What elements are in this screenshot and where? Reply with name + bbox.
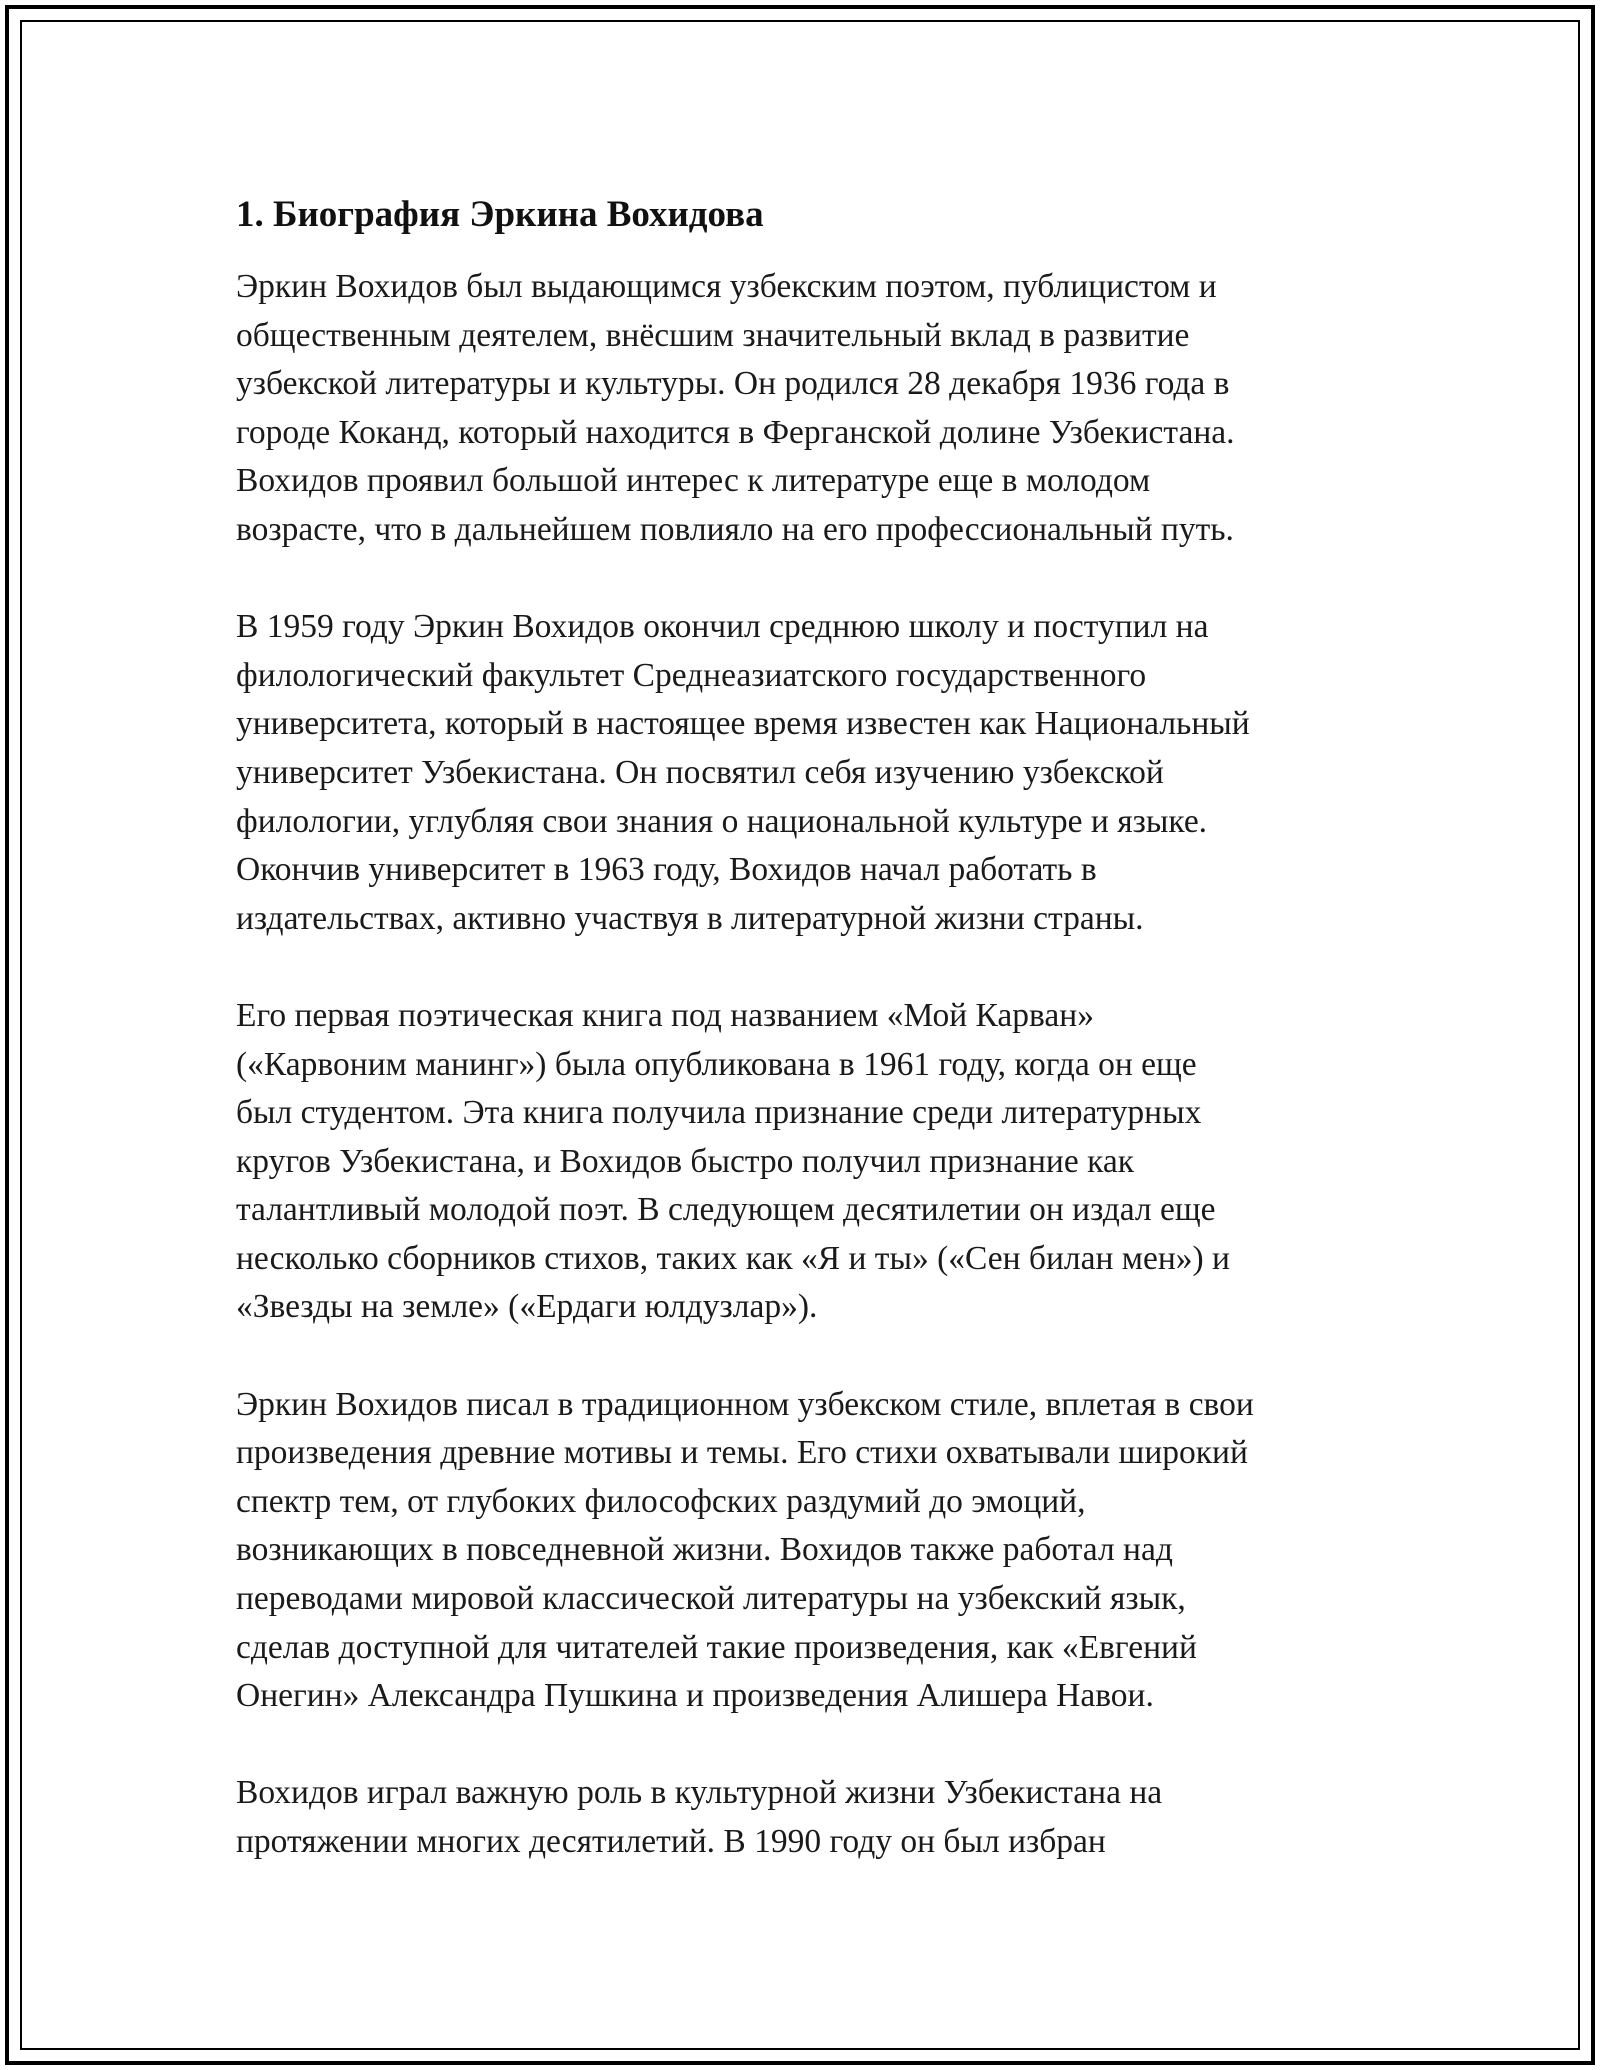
paragraph-line: издательствах, активно участвуя в литературной жизни страны. [236,899,1144,937]
paragraph-line: Эркин Вохидов писал в традиционном узбекском стиле, вплетая в свои [236,1385,1254,1423]
paragraph-line: Вохидов проявил большой интерес к литературе еще в молодом [236,462,1151,500]
paragraph-line: Вохидов играл важную роль в культурной жизни Узбекистана на [236,1774,1163,1812]
paragraph-line: сделав доступной для читателей такие произведения, как «Евгений [236,1628,1197,1666]
paragraph-line: «Звезды на земле» («Ердаги юлдузлар»). [236,1288,818,1326]
paragraph-line: возникающих в повседневной жизни. Вохидов также работал над [236,1531,1173,1569]
paragraph [236,1769,1366,1866]
paragraph-line: кругов Узбекистана, и Вохидов быстро получил признание как [236,1142,1134,1180]
paragraph-line: несколько сборников стихов, таких как «Я и ты» («Сен билан мен») и [236,1239,1230,1277]
paragraph-line: был студентом. Эта книга получила признание среди литературных [236,1094,1202,1132]
document-body [236,185,1366,1867]
paragraph-line: переводами мировой классической литературы на узбекский язык, [236,1580,1186,1618]
paragraph-line: В 1959 году Эркин Вохидов окончил среднюю школу и поступил на [236,608,1209,646]
paragraph-line: городе Коканд, который находится в Ферганской долине Узбекистана. [236,413,1235,451]
paragraph-line: протяжении многих десятилетий. В 1990 году он был избран [236,1823,1106,1860]
paragraph-line: Его первая поэтическая книга под названием «Мой Карван» [236,996,1094,1034]
paragraph-line: спектр тем, от глубоких философских раздумий до эмоций, [236,1482,1086,1520]
paragraph [236,263,1366,555]
paragraph [236,603,1366,943]
paragraph-line: университет Узбекистана. Он посвятил себя изучению узбекской [236,753,1164,791]
paragraph-line: произведения древние мотивы и темы. Его стихи охватывали широкий [236,1434,1248,1472]
paragraph-line: возрасте, что в дальнейшем повлияло на его профессиональный путь. [236,510,1234,548]
paragraph-line: общественным деятелем, внёсшим значительный вклад в развитие [236,316,1190,354]
paragraph-line: университета, который в настоящее время известен как Национальный [236,705,1250,743]
paragraph-line: узбекской литературы и культуры. Он родился 28 декабря 1936 года в [236,365,1230,403]
paragraph-line: талантливый молодой поэт. В следующем десятилетии он издал еще [236,1191,1216,1229]
paragraph [236,1381,1366,1721]
paragraph-line: филологии, углубляя свои знания о национальной культуре и языке. [236,802,1208,840]
paragraph-list [236,263,1366,1867]
section-heading: 1. Биография Эркина Вохидова [236,194,764,235]
paragraph-line: Онегин» Александра Пушкина и произведения Алишера Навои. [236,1677,1154,1715]
paragraph-line: Окончив университет в 1963 году, Вохидов начал работать в [236,851,1097,889]
paragraph-line: филологический факультет Среднеазиатского государственного [236,656,1147,694]
paragraph [236,992,1366,1332]
paragraph-line: («Карвоним манинг») была опубликована в 1961 году, когда он еще [236,1045,1197,1083]
paragraph-line: Эркин Вохидов был выдающимся узбекским поэтом, публицистом и [236,268,1217,305]
